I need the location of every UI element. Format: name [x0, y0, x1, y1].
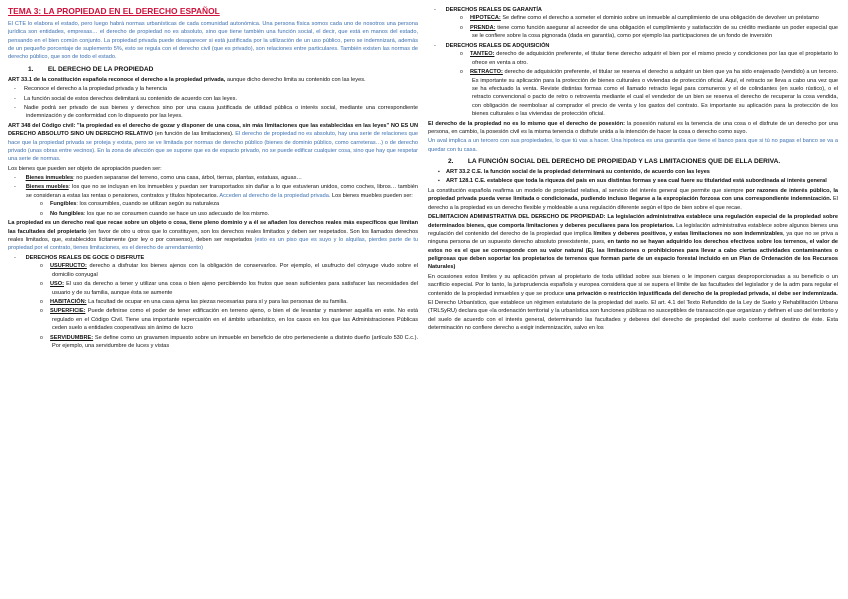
nofungibles-text: : los que no se consumen cuando se hace un uso adecuado de los mismo. [83, 210, 270, 217]
art33-paragraph [8, 76, 418, 84]
muebles-tail: Los bienes muebles pueden ser: [330, 192, 413, 199]
limits-rest: (en favor de otro u otros que lo constituyen, son los derechos reales limitados y deben ser respetados. Son los llamados derechos reales limitados, que, establecidos lícitamente (por ley o por consenso), deben ser respetados [8, 228, 418, 244]
fungibles-list [26, 200, 418, 218]
posesion-rest: la posesión natural es la tenencia de una cosa o el disfrute de un derecho por una persona, en cambio, la posesión civil es la misma tenencia o disfrute unida a la intención de hacer la cosa o derecho como suyo. [428, 120, 838, 135]
document-title: TEMA 3: LA PROPIEDAD EN EL DERECHO ESPAÑOL [8, 6, 220, 16]
art348-mid: (en función de las limitaciones). [153, 131, 236, 138]
adquisicion-list [446, 50, 838, 118]
adquisicion-item [472, 50, 838, 67]
art1281-item: ▪ ART 128.1 C.E. establece que toda la riqueza del país en sus distintas formas y sea cual fuere su titularidad está subordinada al interés general [448, 177, 838, 186]
constitucion-b: por razones de interés público, la propiedad privada pueda verse limitada o condicionada, pudiendo incluso llegarse a la expropiación forzosa con una correspondiente indemnización. [428, 187, 838, 203]
goce-item [52, 307, 418, 332]
delim-r2: , ya que no se priva a ninguna persona de un supuesto derecho absoluto preexistente, pues, [428, 230, 838, 246]
limits-paragraph [8, 219, 418, 253]
nofungibles-item [52, 210, 418, 219]
section-1-number: 1. [28, 65, 34, 73]
garantia-label: HIPOTECA: [470, 15, 501, 22]
goce-item [52, 298, 418, 307]
goce-section [8, 254, 418, 351]
intro-paragraph: El CTE lo elabora el estado, pero luego habrá normas urbanísticas de cada comunidad autonómica. Una persona física somos cada uno de nosotros una persona jurídica son entidades, empresas… el derecho de propiedad no es absoluto, sino que tiene también una función social, el decir, que está en manos del estado, pensando en el bien común conjunto. La propiedad privada puede desaparecer si está justificada por la utilización de un uso público, pero se indemnizará, además de un pequeño porcentaje de suplemento 5%, esto se regula con el derecho civil (que es privado), son relaciones entre particulares. También existen las normas de derecho público, que son de todo el estado. [8, 20, 418, 61]
muebles-label: Bienes muebles [25, 184, 69, 191]
delim-rest: La legislación administrativa establece sobre algunos bienes una regulación del contenido del derecho de la propiedad que implica [428, 222, 838, 237]
garantia-item [472, 14, 838, 23]
goce-label: HABITACIÓN: [50, 298, 87, 305]
muebles-text: : los que no se incluyan en los inmuebles y puedan ser transportados sin dañar a lo que estuvieran unidos, como coches, libros… también se consideran a estas las rentas o pensiones, contratos y títulos hipotecarios. [26, 184, 418, 199]
delim-b2: límites y deberes positivos, y estas limitaciones no son indemnizables [593, 230, 784, 237]
inmuebles-text: : no pueden separarse del terreno, como una casa, árbol, tierras, plantas, estatuas, aguas… [73, 175, 302, 182]
adquisicion-text: derecho de adquisición preferente, el titular tiene derecho adquirir el bien por el mismo precio y condiciones por las que el propietario lo ofrece en venta a otro. [472, 51, 838, 66]
goce-item [52, 262, 418, 279]
fungibles-text: : los consumibles, cuando se utilizan según su naturaleza [76, 201, 220, 208]
right-column [428, 6, 838, 595]
garantia-label: PRENDA: [470, 24, 496, 31]
bienes-inmuebles-item [26, 174, 418, 182]
garantia-list [446, 14, 838, 40]
delimitacion-paragraph [428, 213, 838, 272]
adquisicion-text: derecho de adquisición preferente, el titular se reserva el derecho a adquirir un bien que ya ha sido enajenado (vendido) a un tercero. Es importante su aplicación para la protección de bienes culturales o viviendas de protección oficial. Aquí, el retracto se lleva a cabo una vez que se ha efectuado la venta. Reviste distintas formas como el llamado retracto legal para comuneros y el de colindantes (en suelo rústico), o el retracto convencional o pacto de retro o retroventa mediante el cual el vendedor de un bien se reserva el derecho de recuperar la cosa vendida, con obligación de reembolsar al comprador el precio de venta y los gastos del contrato. Es importante su aplicación para la protección de los bienes culturales o las viviendas de protección oficial. [472, 69, 838, 118]
constitucion-a: La constitución española reafirma un modelo de propiedad relativa, al servicio del interés general que permite que siempre [428, 187, 746, 194]
art33-list [8, 85, 418, 121]
aval-paragraph: Un aval implica a un tercero con sus propiedades, lo que tú vas a hacer. Una hipoteca es una garantía que tiene el banco para que si tú no pagas el banco se va a quedar con tu casa. [428, 138, 838, 153]
bienes-muebles-item [26, 183, 418, 218]
fungibles-label: Fungibles [50, 201, 77, 208]
art33-rest: aunque dicho derecho limita su contenido con las leyes. [225, 76, 366, 83]
art33-lead: ART 33.1 de la constitución española reconoce el derecho a la propiedad privada, [8, 76, 226, 83]
goce-title: DERECHOS REALES DE GOCE O DISFRUTE [25, 254, 145, 261]
nofungibles-label: No fungibles [50, 210, 84, 217]
garantia-text: Se define como el derecho a someter el dominio sobre un inmueble al cumplimiento de una obligación de devolver un préstamo [500, 15, 819, 22]
goce-item [52, 280, 418, 297]
goce-text: La facultad de ocupar en una casa ajena las piezas necesarias para sí y para las personas de su familia. [86, 298, 348, 305]
delim-bold: DELIMITACION ADMINISTRATIVA DEL DERECHO DE PROPIEDAD: La legislación administrativa establece una regulación especial de la propiedad sobre determinados bienes, que comporta limitaciones y deberes peculiares para los propietarios. [428, 214, 838, 229]
goce-text: Se define como un gravamen impuesto sobre un inmueble en beneficio de otro perteneciente a distinto dueño (artículo 530 C.c.). Por ejemplo, una servidumbre de luces y vistas [52, 334, 418, 350]
section-1-heading [8, 65, 418, 75]
ocasiones-paragraph [428, 273, 838, 298]
ocasiones-b: una privación o restricción injustificada del derecho de la propiedad privada, sí debe ser indemnizada. [565, 290, 838, 297]
left-column [8, 6, 418, 595]
garantia-heading-item [446, 6, 838, 41]
constitucion-c: El derecho a la propiedad es un derecho flexible y moldeable a una regulación diferente según el tipo de bien sobre el que recae. [428, 196, 838, 211]
ocasiones-a: En ocasiones estos límites y su aplicación privan al propietario de toda utilidad sobre sus bienes o le imponen cargas desproporcionadas a su beneficio o un sacrificio especial. Por lo tanto, la jurisprudencia española y europea considera que si se supera el límite de las facultades del legislador y de la adm para regular el contenido de la propiedad inmuebles y que se produce [428, 273, 838, 297]
garantia-item [472, 24, 838, 41]
limits-blue: (esto es un piso que es suyo y lo alquilas, pierdes parte de tu propiedad por el contrato, tienes limitaciones, es el derecho de arrendamiento) [8, 237, 418, 252]
adquisicion-item [472, 68, 838, 118]
muebles-blue: Acceden al derecho de la propiedad privada. [219, 192, 331, 199]
constitucion-paragraph [428, 187, 838, 212]
art348-paragraph [8, 122, 418, 164]
goce-heading-item [26, 254, 418, 351]
posesion-bold: El derecho de la propiedad no es lo mismo que el derecho de posesión: [428, 120, 626, 127]
adquisicion-heading-item [446, 42, 838, 119]
goce-label: USUFRUCTO: [50, 263, 87, 270]
goce-list [26, 262, 418, 350]
art348-lead: ART 348 del Código civil: "la propiedad es el derecho de gozar y disponer de una cosa, sin más limitaciones que las establecidas en las leyes" NO ES UN DERECHO ABSOLUTO SINO UN DERECHO RELATIVO [8, 122, 418, 138]
goce-text: El uso da derecho a tener y utilizar una cosa o bien ajeno percibiendo los frutos que sean suficientes para satisfacer las necesidades del usuario y de su familia, aunque ésta se aumente [52, 281, 418, 296]
art33-item: - Nadie podrá ser privado de sus bienes y derechos sino por una causa justificada de utilidad pública o interés social, mediante una correspondiente indemnización y de conformidad con lo dispuesto por las leyes. [26, 104, 418, 121]
section-1-title: EL DERECHO DE LA PROPIEDAD [47, 65, 154, 73]
section-2-number: 2. [448, 158, 454, 166]
goce-text: Puede definirse como el poder de tener edificación en terreno ajeno, o bien el de levantar y mantener aquélla en este. No está regulado en el Código Civil. Tiene una importante repercusión en el ámbito urbanístico, en los casos en los que las Administraciones Públicas ceden suelo a entidades cooperativas sin ánimo de lucro [52, 308, 418, 332]
section-2-heading [428, 157, 838, 167]
art332-item: ▪ ART 33.2 C.E. la función social de la propiedad determinará su contenido, de acuerdo con las leyes [448, 168, 838, 177]
posesion-paragraph [428, 120, 838, 137]
art33-item: - La función social de estos derechos delimitará su contenido de acuerdo con las leyes. [26, 95, 418, 103]
garantia-section [428, 6, 838, 119]
garantia-text: tiene como función asegurar al acreedor de una obligación el cumplimiento y satisfacción de su crédito mediante un poder especial que se le confiere sobre la cosa pignorada (dada en garantía), como por ejemplo las participaciones de un fondo de inversión [472, 24, 838, 40]
fungibles-item [52, 200, 418, 209]
section-2-title: LA FUNCIÓN SOCIAL DEL DERECHO DE PROPIEDAD Y LAS LIMITACIONES QUE DE ELLA DERIVA. [467, 158, 781, 166]
goce-label: SERVIDUMBRE: [50, 334, 94, 341]
goce-text: derecho a disfrutar los bienes ajenos con la obligación de conservarlos. Por ejemplo, el usufructo del cónyuge viudo sobre el domicilio conyugal [52, 263, 418, 278]
urbanistico-paragraph: El Derecho Urbanístico, que establece un régimen estatutario de la propiedad del suelo. El art. 4.1 del Texto Refundido de la Ley de Suelo y Rehabilitación Urbana (TRLSyRU) declara que «la ordenación territorial y la urbanística son funciones públicas no susceptibles de transacción que organizan y definen el uso del territorio y del suelo de acuerdo con el interés general, determinando las facultades y deberes del derecho de propiedad del suelo conforme al destino de éste. Esta determinación no confiere derecho a exigir indemnización, salvo en los [428, 300, 838, 332]
bienes-list [8, 174, 418, 218]
art33-item: - Reconoce el derecho a la propiedad privada y la herencia [26, 85, 418, 93]
adquisicion-label: TANTEO: [470, 51, 495, 58]
goce-label: USO: [50, 281, 64, 288]
adquisicion-title: DERECHOS REALES DE ADQUISICIÓN [445, 42, 550, 49]
art348-blue: El derecho de propiedad no es absoluto, hay una serie de relaciones que hace que la propiedad privada se proteja y exista, pero se ve limitada por normas de derecho público (bienes de dominio público, como carreteras…) o de derecho privado (unas obras entre vecinos). En la zona de afección que se supone que es de espacio privado, no se puede edificar cualquier cosa, sino que hay que respetar una serie de normas. [8, 131, 418, 163]
bienes-intro: Los bienes que pueden ser objeto de apropiación pueden ser: [8, 165, 162, 172]
inmuebles-label: Bienes inmuebles [25, 175, 74, 182]
goce-label: SUPERFICIE: [50, 308, 86, 315]
art-list [428, 168, 838, 186]
limits-bold: La propiedad es un derecho real que recae sobre un objeto o cosa, tiene pleno dominio y a él se añaden los derechos reales más específicos que limitan las facultades del propietario [8, 220, 418, 235]
delim-b3: en tanto no se hayan adquirido los derechos efectivos sobre los terrenos, el valor de estos no es el que se corresponde con su valor natural (Ej. las limitaciones o prohibiciones para llevar a cabo ciertas actividades contaminantes o peligrosas que deben soportar los propietarios de terrenos que forman parte de un espacio forestal incluido en un Plan de Ordenación de los Recursos Naturales) [428, 239, 838, 271]
goce-item [52, 334, 418, 351]
garantia-title: DERECHOS REALES DE GARANTÍA [445, 7, 542, 13]
adquisicion-label: RETRACTO: [470, 69, 503, 76]
